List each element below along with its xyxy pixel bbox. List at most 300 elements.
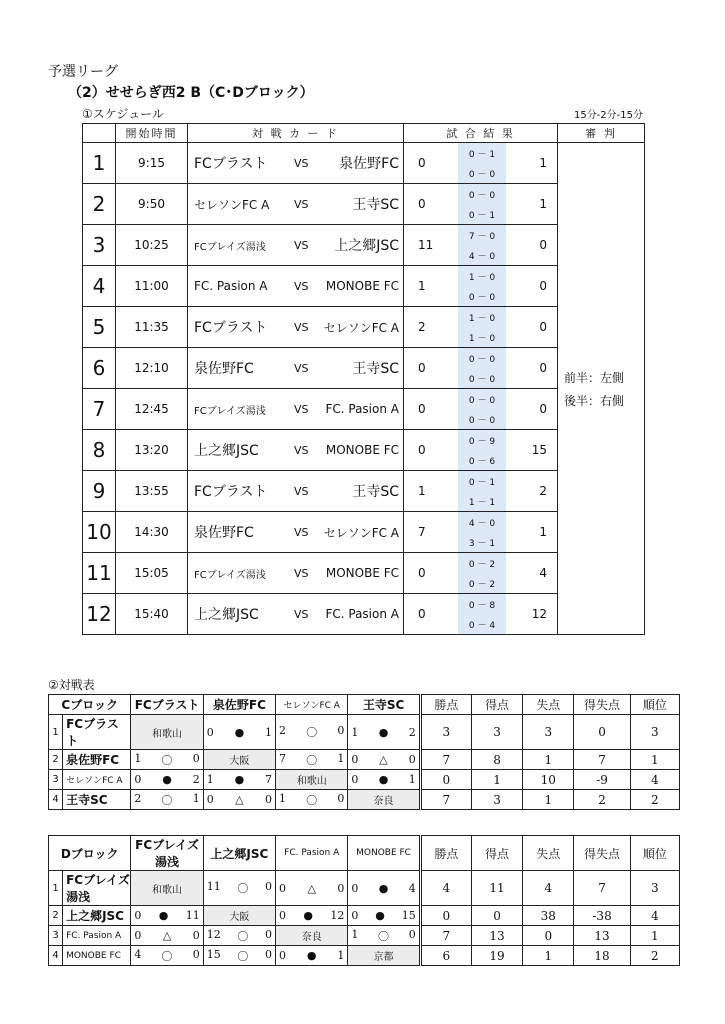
block-name: Dブロック bbox=[49, 836, 131, 871]
schedule-header-result: 試 合 結 果 bbox=[404, 124, 558, 143]
head-to-head-score bbox=[276, 909, 347, 922]
start-time: 15:05 bbox=[116, 553, 188, 594]
goals-against: 0 bbox=[265, 793, 273, 806]
match-card bbox=[188, 266, 404, 307]
start-time: 12:45 bbox=[116, 389, 188, 430]
head-to-head-cell bbox=[131, 906, 203, 926]
first-half-score: 1 － 0 bbox=[458, 307, 506, 328]
match-result bbox=[404, 553, 558, 594]
home-team: 上之郷JSC bbox=[194, 607, 259, 623]
head-to-head-score bbox=[276, 949, 347, 962]
match-result bbox=[404, 471, 558, 512]
first-half-score: 0 － 0 bbox=[458, 389, 506, 410]
match-result bbox=[404, 143, 558, 184]
away-score: 0 bbox=[539, 402, 547, 416]
match-result bbox=[404, 594, 558, 635]
team-name: セレソンFC A bbox=[63, 770, 131, 790]
result-mark: ● bbox=[162, 773, 172, 786]
goals-for: 12 bbox=[206, 927, 221, 941]
result-mark: ● bbox=[234, 725, 245, 739]
head-to-head-cell bbox=[203, 770, 275, 790]
goals-against-total: 1 bbox=[523, 750, 574, 770]
result-mark: 〇 bbox=[306, 726, 318, 739]
goals-against-total: 3 bbox=[523, 715, 574, 750]
goals-for-total: 11 bbox=[471, 871, 522, 906]
match-card bbox=[188, 553, 404, 594]
home-score: 1 bbox=[418, 484, 426, 498]
head-to-head-score bbox=[204, 793, 275, 806]
opponent-header: MONOBE FC bbox=[348, 836, 420, 871]
home-score: 0 bbox=[418, 566, 426, 580]
standings-header-row bbox=[49, 836, 680, 871]
result-mark: △ bbox=[235, 793, 244, 806]
second-half-score: 0 － 6 bbox=[458, 450, 506, 470]
head-to-head-cell bbox=[203, 790, 275, 810]
goal-difference: 13 bbox=[574, 926, 630, 946]
home-team: 泉佐野FC bbox=[194, 361, 254, 377]
match-number: 9 bbox=[83, 471, 116, 512]
goal-difference: -9 bbox=[574, 770, 630, 790]
first-half-score: 1 － 0 bbox=[458, 266, 506, 287]
rank: 4 bbox=[630, 906, 679, 926]
schedule-header-row bbox=[83, 124, 645, 143]
vs-label: VS bbox=[294, 361, 309, 375]
home-score: 0 bbox=[418, 607, 426, 621]
row-index: 3 bbox=[49, 926, 63, 946]
head-to-head-cell bbox=[131, 946, 203, 966]
away-score: 2 bbox=[539, 484, 547, 498]
goals-against-total: 0 bbox=[523, 926, 574, 946]
start-time: 13:20 bbox=[116, 430, 188, 471]
head-to-head-score bbox=[131, 773, 202, 786]
head-to-head-score bbox=[204, 773, 275, 786]
rank: 1 bbox=[630, 926, 679, 946]
rank: 1 bbox=[630, 750, 679, 770]
team-name: 上之郷JSC bbox=[63, 906, 131, 926]
goals-for: 1 bbox=[351, 927, 359, 941]
goal-difference: -38 bbox=[574, 906, 630, 926]
points: 7 bbox=[420, 790, 471, 810]
opponent-header: FCブラスト bbox=[131, 695, 203, 715]
standings-table-d bbox=[48, 835, 680, 966]
second-half-score: 0 － 2 bbox=[458, 573, 506, 593]
standings-row bbox=[49, 946, 680, 966]
goals-for: 0 bbox=[279, 909, 287, 922]
head-to-head-score bbox=[276, 724, 347, 740]
head-to-head-cell bbox=[348, 926, 420, 946]
match-card bbox=[188, 143, 404, 184]
goals-for-total: 3 bbox=[471, 715, 522, 750]
result-mark: 〇 bbox=[161, 753, 173, 767]
match-card bbox=[188, 430, 404, 471]
schedule-row bbox=[83, 143, 645, 184]
referee-second-half: 後半：右側 bbox=[564, 393, 625, 408]
home-score: 0 bbox=[418, 156, 426, 170]
second-half-score: 0 － 0 bbox=[458, 368, 506, 388]
referee-first-half: 前半：左側 bbox=[564, 370, 625, 385]
row-index: 3 bbox=[49, 770, 63, 790]
head-to-head-score bbox=[204, 880, 275, 896]
result-mark: ● bbox=[306, 949, 317, 962]
head-to-head-score bbox=[131, 929, 202, 942]
vs-label: VS bbox=[294, 443, 309, 457]
goals-against-total: 1 bbox=[523, 946, 574, 966]
head-to-head-score bbox=[204, 948, 275, 964]
goals-for-total: 13 bbox=[471, 926, 522, 946]
opponent-header: 上之郷JSC bbox=[203, 836, 275, 871]
head-to-head-cell bbox=[203, 715, 275, 750]
venue-cell: 和歌山 bbox=[131, 871, 203, 906]
result-mark: △ bbox=[162, 929, 172, 942]
match-number: 3 bbox=[83, 225, 116, 266]
first-half-score: 0 － 0 bbox=[458, 348, 506, 369]
head-to-head-cell bbox=[203, 946, 275, 966]
home-team: セレソンFC A bbox=[194, 197, 270, 212]
home-score: 11 bbox=[418, 238, 434, 252]
stat-header: 順位 bbox=[630, 695, 679, 715]
match-result bbox=[404, 307, 558, 348]
goals-for: 1 bbox=[134, 751, 142, 765]
stat-header: 勝点 bbox=[420, 695, 471, 715]
head-to-head-score bbox=[131, 909, 202, 922]
match-number: 2 bbox=[83, 184, 116, 225]
venue-cell: 京都 bbox=[348, 946, 420, 966]
away-score: 1 bbox=[539, 525, 547, 539]
match-result bbox=[404, 389, 558, 430]
home-score: 2 bbox=[418, 320, 426, 334]
match-result bbox=[404, 266, 558, 307]
schedule-header-card: 対 戦 カ ー ド bbox=[188, 124, 404, 143]
result-mark: △ bbox=[379, 753, 388, 766]
goals-for: 1 bbox=[206, 773, 214, 786]
stat-header: 失点 bbox=[523, 836, 574, 871]
match-number: 10 bbox=[83, 512, 116, 553]
goals-for: 11 bbox=[206, 880, 221, 893]
rank: 4 bbox=[630, 770, 679, 790]
second-half-score: 0 － 4 bbox=[458, 614, 506, 634]
head-to-head-cell bbox=[276, 946, 348, 966]
standings-row bbox=[49, 926, 680, 946]
head-to-head-score bbox=[204, 928, 275, 944]
block-name: Cブロック bbox=[49, 695, 131, 715]
goals-against: 15 bbox=[401, 909, 416, 922]
head-to-head-cell bbox=[131, 750, 203, 770]
start-time: 12:10 bbox=[116, 348, 188, 389]
home-team: FCブレイズ湯浅 bbox=[194, 569, 266, 581]
goals-for: 0 bbox=[134, 929, 142, 942]
head-to-head-score bbox=[204, 726, 275, 739]
rank: 3 bbox=[630, 715, 679, 750]
goals-against: 11 bbox=[185, 909, 200, 922]
row-index: 2 bbox=[49, 906, 63, 926]
points: 6 bbox=[420, 946, 471, 966]
schedule-heading: ①スケジュール bbox=[82, 107, 165, 121]
away-score: 0 bbox=[539, 238, 547, 252]
away-team: 王寺SC bbox=[352, 361, 399, 377]
head-to-head-score bbox=[348, 882, 418, 895]
goals-against: 0 bbox=[408, 753, 416, 766]
head-to-head-score bbox=[348, 928, 418, 944]
first-half-score: 4 － 0 bbox=[458, 512, 506, 533]
second-half-score: 0 － 0 bbox=[458, 163, 506, 183]
first-half-score: 7 － 0 bbox=[458, 225, 506, 246]
match-result bbox=[404, 184, 558, 225]
rank: 2 bbox=[630, 790, 679, 810]
goals-against: 0 bbox=[265, 880, 273, 893]
first-half-score: 0 － 8 bbox=[458, 594, 506, 615]
vs-label: VS bbox=[294, 279, 309, 293]
head-to-head-cell bbox=[348, 750, 420, 770]
away-score: 0 bbox=[539, 279, 547, 293]
row-index: 1 bbox=[49, 871, 63, 906]
standings-table-c bbox=[48, 694, 680, 810]
standings-row bbox=[49, 906, 680, 926]
venue-cell: 大阪 bbox=[203, 750, 275, 770]
away-score: 15 bbox=[531, 443, 547, 457]
start-time: 11:00 bbox=[116, 266, 188, 307]
row-index: 4 bbox=[49, 946, 63, 966]
goals-for: 1 bbox=[279, 791, 287, 805]
team-name: 泉佐野FC bbox=[63, 750, 131, 770]
away-team: セレソンFC A bbox=[323, 525, 399, 540]
team-name: FC. Pasion A bbox=[63, 926, 131, 946]
home-team: FCブラスト bbox=[194, 484, 268, 500]
goals-for: 7 bbox=[279, 751, 287, 765]
home-score: 0 bbox=[418, 197, 426, 211]
goals-against: 1 bbox=[192, 791, 200, 805]
vs-label: VS bbox=[294, 320, 309, 334]
away-score: 12 bbox=[531, 607, 547, 621]
vs-label: VS bbox=[294, 566, 309, 580]
match-number: 5 bbox=[83, 307, 116, 348]
away-score: 1 bbox=[539, 197, 547, 211]
goals-for: 0 bbox=[206, 793, 214, 806]
first-half-score: 0 － 9 bbox=[458, 430, 506, 451]
schedule-header-time: 開始時間 bbox=[116, 124, 188, 143]
head-to-head-cell bbox=[348, 906, 420, 926]
match-number: 12 bbox=[83, 594, 116, 635]
goals-for: 2 bbox=[279, 724, 287, 737]
second-half-score: 0 － 1 bbox=[458, 204, 506, 224]
head-to-head-cell bbox=[276, 871, 348, 906]
venue-cell: 和歌山 bbox=[131, 715, 203, 750]
venue-cell: 和歌山 bbox=[276, 770, 348, 790]
rank: 3 bbox=[630, 871, 679, 906]
team-name: 王寺SC bbox=[63, 790, 131, 810]
referee-assignment bbox=[558, 143, 645, 635]
away-score: 1 bbox=[539, 156, 547, 170]
head-to-head-cell bbox=[131, 790, 203, 810]
standings-row bbox=[49, 871, 680, 906]
head-to-head-score bbox=[131, 948, 202, 964]
head-to-head-score bbox=[131, 752, 202, 768]
match-card bbox=[188, 307, 404, 348]
match-number: 8 bbox=[83, 430, 116, 471]
away-score: 0 bbox=[539, 361, 547, 375]
schedule-header-no bbox=[83, 124, 116, 143]
second-half-score: 4 － 0 bbox=[458, 245, 506, 265]
goal-difference: 0 bbox=[574, 715, 630, 750]
result-mark: 〇 bbox=[161, 793, 173, 807]
goals-against: 1 bbox=[337, 949, 345, 962]
away-score: 4 bbox=[539, 566, 547, 580]
home-team: FCブレイズ湯浅 bbox=[194, 241, 266, 253]
away-team: MONOBE FC bbox=[325, 443, 399, 457]
start-time: 9:50 bbox=[116, 184, 188, 225]
team-name: FCブラスト bbox=[63, 715, 131, 750]
goals-for: 0 bbox=[351, 909, 359, 922]
head-to-head-cell bbox=[131, 926, 203, 946]
goal-difference: 7 bbox=[574, 750, 630, 770]
away-team: FC. Pasion A bbox=[325, 607, 399, 621]
standings-row bbox=[49, 770, 680, 790]
goals-against: 0 bbox=[337, 881, 345, 895]
goals-against-total: 1 bbox=[523, 790, 574, 810]
goals-against: 12 bbox=[330, 909, 345, 922]
stat-header: 順位 bbox=[630, 836, 679, 871]
head-to-head-cell bbox=[276, 750, 348, 770]
stat-header: 得失点 bbox=[574, 836, 630, 871]
opponent-header: 王寺SC bbox=[348, 695, 420, 715]
goals-against-total: 4 bbox=[523, 871, 574, 906]
second-half-score: 1 － 0 bbox=[458, 327, 506, 347]
head-to-head-score bbox=[131, 792, 202, 808]
result-mark: ● bbox=[234, 773, 245, 786]
away-team: MONOBE FC bbox=[325, 279, 399, 293]
match-format-note: 15分-2分-15分 bbox=[573, 110, 643, 121]
head-to-head-cell bbox=[276, 790, 348, 810]
start-time: 15:40 bbox=[116, 594, 188, 635]
home-team: 上之郷JSC bbox=[194, 443, 259, 459]
first-half-score: 0 － 1 bbox=[458, 471, 506, 492]
head-to-head-cell bbox=[348, 715, 420, 750]
result-mark: ● bbox=[378, 773, 389, 786]
match-number: 7 bbox=[83, 389, 116, 430]
goals-for: 2 bbox=[134, 791, 142, 805]
home-score: 0 bbox=[418, 361, 426, 375]
goals-for: 0 bbox=[279, 949, 287, 962]
match-number: 1 bbox=[83, 143, 116, 184]
goals-for: 0 bbox=[351, 773, 359, 786]
schedule-table bbox=[82, 123, 645, 635]
vs-label: VS bbox=[294, 607, 309, 621]
result-mark: 〇 bbox=[237, 949, 249, 963]
start-time: 10:25 bbox=[116, 225, 188, 266]
points: 7 bbox=[420, 926, 471, 946]
goals-for: 15 bbox=[206, 947, 221, 961]
start-time: 11:35 bbox=[116, 307, 188, 348]
opponent-header: FCブレイズ湯浅 bbox=[131, 836, 203, 871]
goals-for-total: 3 bbox=[471, 790, 522, 810]
goals-for: 0 bbox=[134, 773, 142, 786]
standings-row bbox=[49, 750, 680, 770]
start-time: 14:30 bbox=[116, 512, 188, 553]
vs-label: VS bbox=[294, 525, 309, 539]
away-team: MONOBE FC bbox=[325, 566, 399, 580]
goals-against: 0 bbox=[265, 927, 273, 941]
stat-header: 得失点 bbox=[574, 695, 630, 715]
match-result bbox=[404, 512, 558, 553]
first-half-score: 0 － 2 bbox=[458, 553, 506, 574]
result-mark: 〇 bbox=[161, 949, 173, 963]
start-time: 9:15 bbox=[116, 143, 188, 184]
second-half-score: 1 － 1 bbox=[458, 491, 506, 511]
result-mark: 〇 bbox=[237, 929, 249, 943]
stat-header: 得点 bbox=[471, 695, 522, 715]
second-half-score: 3 － 1 bbox=[458, 532, 506, 552]
result-mark: 〇 bbox=[306, 753, 318, 767]
home-score: 1 bbox=[418, 279, 426, 293]
row-index: 4 bbox=[49, 790, 63, 810]
goals-for: 0 bbox=[206, 725, 214, 739]
goals-against: 2 bbox=[408, 725, 416, 739]
goals-against: 0 bbox=[408, 927, 416, 941]
head-to-head-cell bbox=[348, 871, 420, 906]
goals-for: 0 bbox=[279, 881, 287, 895]
head-to-head-cell bbox=[348, 770, 420, 790]
result-mark: △ bbox=[307, 881, 316, 895]
goals-against: 0 bbox=[337, 724, 345, 737]
home-team: FCブラスト bbox=[194, 320, 268, 336]
away-score: 0 bbox=[539, 320, 547, 334]
points: 3 bbox=[420, 715, 471, 750]
match-number: 4 bbox=[83, 266, 116, 307]
standings-heading: ②対戦表 bbox=[48, 678, 95, 692]
result-mark: 〇 bbox=[378, 929, 390, 943]
home-team: 泉佐野FC bbox=[194, 525, 254, 541]
goal-difference: 7 bbox=[574, 871, 630, 906]
standings-row bbox=[49, 790, 680, 810]
goals-for-total: 19 bbox=[471, 946, 522, 966]
head-to-head-cell bbox=[131, 770, 203, 790]
match-card bbox=[188, 225, 404, 266]
vs-label: VS bbox=[294, 238, 309, 252]
opponent-header: セレソンFC A bbox=[276, 695, 348, 715]
standings-header-row bbox=[49, 695, 680, 715]
stat-header: 勝点 bbox=[420, 836, 471, 871]
head-to-head-score bbox=[348, 909, 418, 922]
goals-for-total: 8 bbox=[471, 750, 522, 770]
away-team: 王寺SC bbox=[352, 197, 399, 213]
result-mark: 〇 bbox=[237, 882, 249, 895]
second-half-score: 0 － 0 bbox=[458, 409, 506, 429]
match-number: 6 bbox=[83, 348, 116, 389]
match-result bbox=[404, 225, 558, 266]
start-time: 13:55 bbox=[116, 471, 188, 512]
row-index: 2 bbox=[49, 750, 63, 770]
goals-for: 1 bbox=[351, 725, 359, 739]
away-team: 泉佐野FC bbox=[339, 156, 399, 172]
rank: 2 bbox=[630, 946, 679, 966]
home-team: FCブレイズ湯浅 bbox=[194, 405, 266, 417]
first-half-score: 0 － 0 bbox=[458, 184, 506, 205]
match-card bbox=[188, 184, 404, 225]
match-result bbox=[404, 348, 558, 389]
match-card bbox=[188, 594, 404, 635]
stat-header: 失点 bbox=[523, 695, 574, 715]
match-card bbox=[188, 348, 404, 389]
head-to-head-cell bbox=[276, 906, 348, 926]
goals-for-total: 0 bbox=[471, 906, 522, 926]
match-result bbox=[404, 430, 558, 471]
match-number: 11 bbox=[83, 553, 116, 594]
head-to-head-score bbox=[348, 726, 418, 739]
goals-against-total: 38 bbox=[523, 906, 574, 926]
goals-against: 0 bbox=[265, 947, 273, 961]
goal-difference: 18 bbox=[574, 946, 630, 966]
head-to-head-score bbox=[348, 773, 418, 786]
team-name: MONOBE FC bbox=[63, 946, 131, 966]
